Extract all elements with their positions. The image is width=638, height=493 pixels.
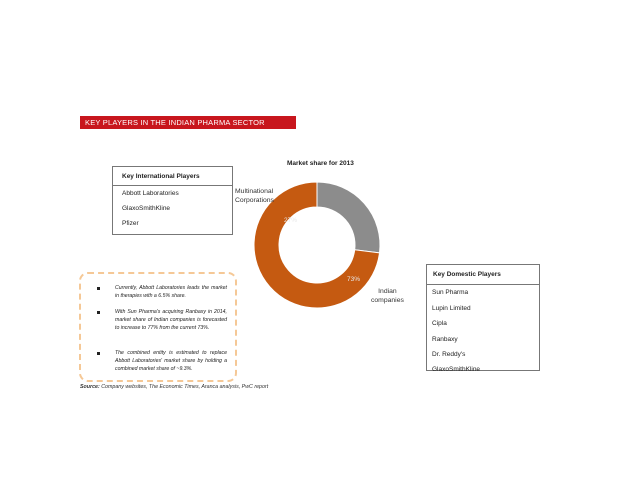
source-text: Company websites, The Economic Times, Aranca analysis, PwC report bbox=[99, 384, 269, 390]
bullet-item bbox=[89, 284, 227, 300]
bullet-item bbox=[89, 308, 227, 333]
domestic-player-item: Sun Pharma bbox=[432, 289, 469, 296]
domestic-player-item: Ranbaxy bbox=[432, 336, 458, 343]
bullet-text: With Sun Pharma's acquiring Ranbaxy in 2014, market share of Indian companies is forecasted to increase to 77% from the current 73%. bbox=[115, 309, 227, 332]
international-player-item: Pfizer bbox=[122, 220, 139, 227]
section-banner: KEY PLAYERS IN THE INDIAN PHARMA SECTOR bbox=[80, 116, 296, 129]
international-players-box bbox=[112, 166, 233, 235]
slice-value-label: 27% bbox=[284, 217, 298, 224]
domestic-player-item: Dr. Reddy's bbox=[432, 351, 466, 358]
highlights-box bbox=[79, 272, 237, 382]
domestic-player-item: Cipla bbox=[432, 320, 447, 327]
chart-title: Market share for 2013 bbox=[287, 160, 354, 167]
bullet-dot-icon bbox=[97, 352, 100, 355]
slice-value-label: 73% bbox=[347, 276, 361, 283]
international-players-heading: Key International Players bbox=[113, 167, 232, 186]
international-player-item: Abbott Laboratories bbox=[122, 190, 179, 197]
domestic-player-item: GlaxoSmithKline bbox=[432, 366, 481, 373]
domestic-player-item: Lupin Limited bbox=[432, 305, 471, 312]
legend-label-indian bbox=[371, 287, 404, 305]
donut-slice-0 bbox=[317, 182, 380, 253]
source-label: Source: bbox=[80, 384, 100, 390]
source-note bbox=[80, 384, 268, 390]
bullet-dot-icon bbox=[97, 311, 100, 314]
international-player-item: GlaxoSmithKline bbox=[122, 205, 171, 212]
bullet-dot-icon bbox=[97, 287, 100, 290]
legend-label-line: Corporations bbox=[235, 197, 274, 204]
bullet-text: The combined entity is estimated to replace Abbott Laboratories' market share by holding a combined market share of ~9.3%. bbox=[115, 350, 227, 373]
legend-label-line: Indian bbox=[378, 288, 397, 295]
bullet-item bbox=[89, 349, 227, 374]
legend-label-multinational bbox=[235, 187, 274, 205]
domestic-players-box bbox=[426, 264, 540, 371]
bullet-text: Currently, Abbott Laboratories leads the market in therapies with a 6.5% share. bbox=[115, 285, 227, 300]
legend-label-line: companies bbox=[371, 297, 404, 304]
legend-label-line: Multinational bbox=[235, 188, 274, 195]
domestic-players-heading: Key Domestic Players bbox=[427, 265, 539, 285]
